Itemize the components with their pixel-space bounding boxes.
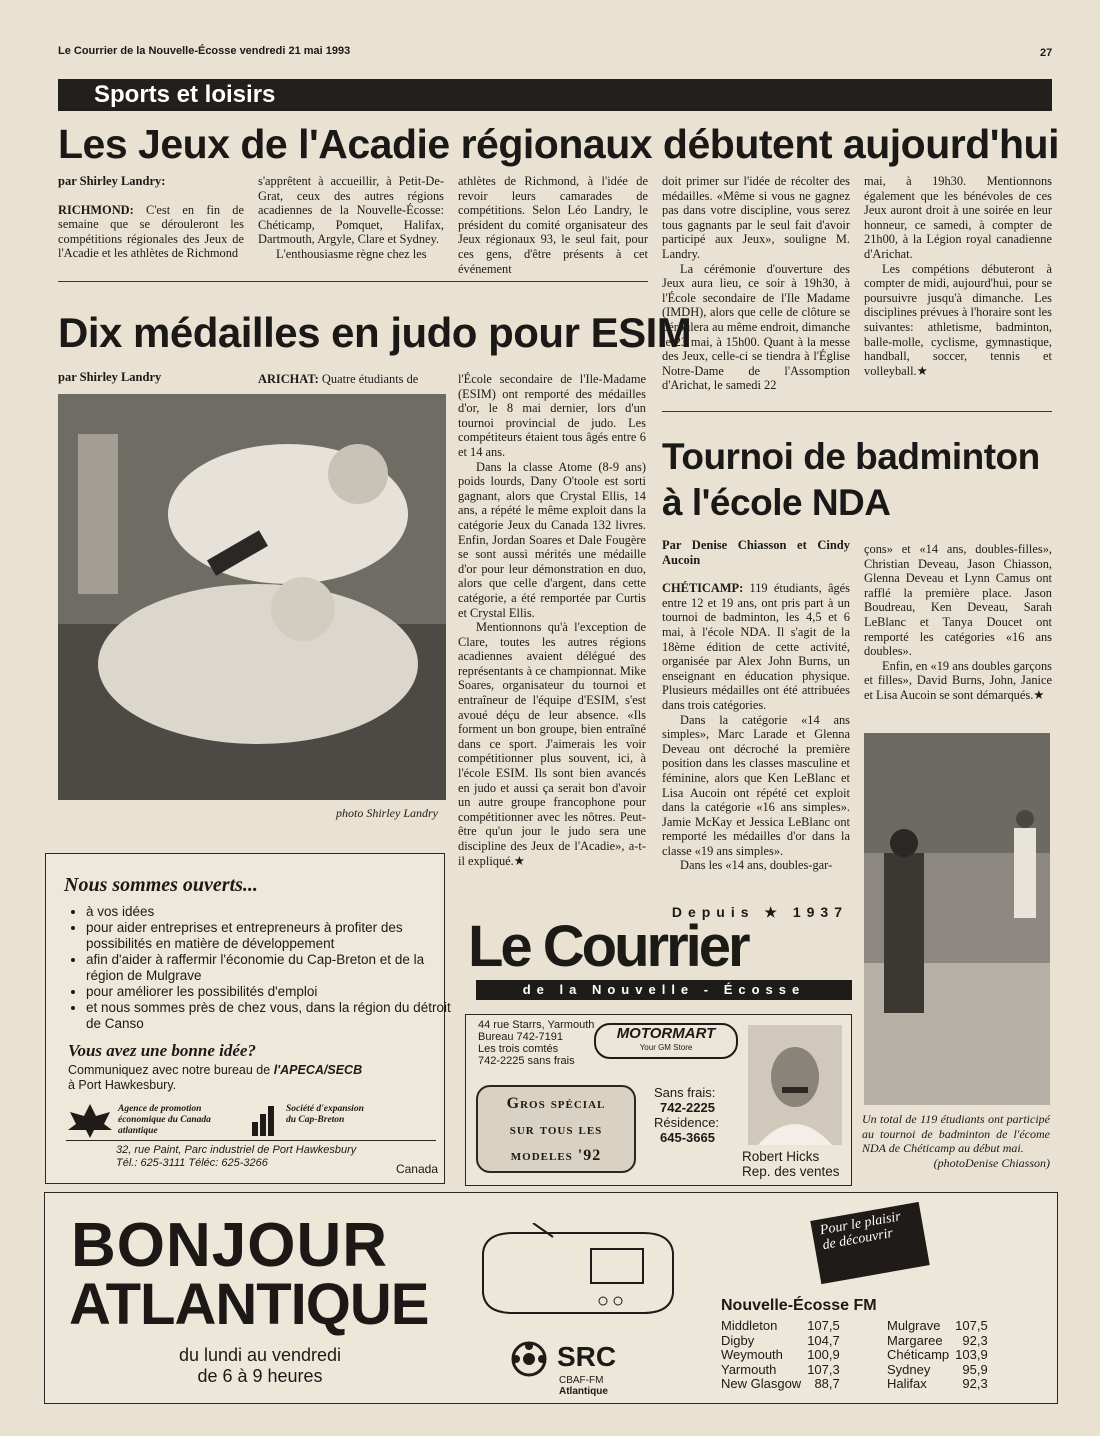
ad-motormart-promo-2: sur tous les (509, 1121, 603, 1138)
judo-lead: Quatre étudiants de (321, 372, 419, 386)
ad-motormart-tollfree-label: Sans frais: (654, 1085, 716, 1100)
ad-motormart-brand-badge (594, 1023, 738, 1059)
badminton-text-p2: Dans la catégorie «14 ans simples», Marc Larade et Glenna Deveau ont décroché la première position dans les classes masculine et féminine, alors que Ken LeBlanc et Lisa Aucoin ont répété cet exploit dans la catégorie «16 ans simples». Jamie McKay et Jessica LeBlanc ont remporté les médailles d'or dans la classe «19 ans simples». (662, 712, 850, 858)
ad-motormart-rep-name: Robert Hicks (742, 1149, 820, 1164)
station-row (721, 1319, 858, 1334)
ad-apeca-agency2: Société d'expansion du Cap-Breton (286, 1104, 364, 1125)
ad-apeca-bullet: • afin d'aider à raffermir l'économie du Cap-Breton et de la région de Mulgrave (86, 952, 458, 984)
ad-motormart-bureau: Bureau 742-7191 (478, 1031, 564, 1043)
ad-bonjour-title2: ATLANTIQUE (69, 1272, 429, 1337)
ad-bonjour-atlantique (44, 1192, 1058, 1404)
ad-motormart-promo-3: modeles '92 (510, 1147, 602, 1164)
ad-bonjour-title1: BONJOUR (71, 1211, 389, 1280)
ad-apeca-bullet: • pour améliorer les possibilités d'emploi (86, 984, 458, 1000)
jeux-text-5b: Les compétions débuteront à compter de midi, aujourd'hui, pour se poursuivre jusqu'à dimanche. Les disciplines prévues à l'horaire sont les suivantes: athletisme, badminton, balle-molle, cyclisme, gymnastique, handball, soccer, tennis et volleyball.★ (864, 261, 1052, 378)
cbc-gem-icon (511, 1341, 547, 1377)
jeux-text-2a: s'apprêtent à accueillir, à Petit-De-Grat, ceux des autres régions acadiennes de la Nouvelle-Écosse: Chéticamp, Pomquet, Halifax, Dartmouth, Argyle, Clare et Sydney. (258, 174, 444, 247)
ad-motormart-brand: MOTORMART (616, 1025, 716, 1042)
station-freq: 103,9 (955, 1347, 988, 1363)
station-city: Sydney (887, 1361, 931, 1377)
badminton-byline: Par Denise Chiasson et Cindy Aucoin (662, 538, 850, 567)
ad-apeca-bullet: • et nous sommes près de chez vous, dans la région du détroit de Canso (86, 1000, 458, 1032)
divider-badminton (662, 411, 1052, 412)
station-city: Yarmouth (721, 1361, 777, 1377)
headline-jeux: Les Jeux de l'Acadie régionaux débutent aujourd'hui (58, 121, 1059, 167)
jeux-col-2 (258, 174, 444, 262)
badminton-caption: Un total de 119 étudiants ont participé au tournoi de badminton de l'écome NDA de Chéticamp au début mai. (862, 1112, 1050, 1155)
ad-apeca-contact-text: Communiquez avec notre bureau de (68, 1063, 274, 1077)
judo-dateline: ARICHAT: (258, 372, 319, 386)
badminton-text-p5: Enfin, en «19 ans doubles garçons et filles», David Burns, John, Janice et Lisa Aucoin se sont démarqués.★ (864, 658, 1052, 702)
jeux-text-4a: doit primer sur l'idée de récolter des médailles. «Même si vous ne gagnez pas dans votre discipline, vous serez tous gagnants par le seul fait d'avoir participé aux Jeux», souligne M. Landry. (662, 174, 850, 261)
station-freq: 104,7 (807, 1332, 840, 1348)
ad-bonjour-slogan: Pour le plaisir de découvrir (810, 1202, 929, 1284)
badminton-caption-block (862, 1112, 1050, 1170)
ad-apeca-contact (68, 1063, 362, 1093)
logo-subtitle: de la Nouvelle - Écosse (476, 980, 852, 1000)
ad-apeca-title: Nous sommes ouverts... (64, 874, 258, 896)
logo-since: Depuis ★ 1937 (671, 904, 848, 920)
station-freq: 92,3 (962, 1376, 988, 1392)
badminton-photo (864, 733, 1050, 1105)
ad-motormart-tollfree: 742-2225 (660, 1100, 715, 1115)
ad-motormart-promo-1: Gros spécial (506, 1095, 606, 1112)
ad-bonjour-stations-left (721, 1319, 858, 1392)
divider-judo (58, 281, 648, 282)
jeux-text-1: C'est en fin de semaine que se dérouleront les compétitions régionales des Jeux de l'Acadie et les athlètes de Richmond (58, 202, 244, 261)
ad-bonjour-sched2: de 6 à 9 heures (197, 1366, 323, 1386)
ad-motormart-residence-label: Résidence: (654, 1115, 720, 1130)
ad-motormart-rep (742, 1149, 840, 1179)
station-row (721, 1377, 858, 1392)
jeux-text-4b: La cérémonie d'ouverture des Jeux aura lieu, ce soir à 19h30, à l'École secondaire de l'Ile Madame (IMDH), alors que celle de clôture se déroulera au même endroit, dimanche le 23 mai, à 15h00. Quant à la messe des Jeux, celle-ci se tiendra à l'Église Notre-Dame de l'Assomption d'Arichat, le samedi 22 (662, 261, 850, 393)
headline-judo: Dix médailles en judo pour ESIM (58, 309, 692, 356)
judo-photo (58, 394, 446, 800)
judo-text-p1: l'École secondaire de l'Ile-Madame (ESIM) ont remporté des médailles d'or, le 8 mai dernier, lors d'un tournoi provincial de judo. Les compétiteurs étaient tous âgés entre 6 et 14 ans. (458, 372, 646, 459)
ad-apeca-phone: Tél.: 625-3111 Téléc: 625-3266 (116, 1157, 268, 1169)
ad-motormart-promo (476, 1085, 636, 1173)
judo-byline-block (58, 370, 248, 385)
masthead-date: Le Courrier de la Nouvelle-Écosse vendredi 21 mai 1993 (58, 45, 351, 57)
jeux-col-3 (458, 174, 648, 276)
ad-apeca-contact-city: à Port Hawkesbury. (68, 1078, 177, 1092)
page-number: 27 (1040, 47, 1053, 59)
station-city: Middleton (721, 1318, 778, 1333)
ad-apeca-bullet: • à vos idées (86, 904, 458, 920)
section-banner (58, 79, 1052, 111)
logo-le-courrier (468, 900, 852, 1006)
station-city: Halifax (887, 1376, 927, 1392)
ad-bonjour-sched1: du lundi au vendredi (178, 1345, 342, 1365)
jeux-text-5a: mai, à 19h30. Mentionnons également que les bénévoles de ces Jeux auront droit à une soirée en leur honneur, ce samedi, à compter de 21h00, à la Légion royal canadienne d'Arichat. (864, 174, 1052, 261)
ad-apeca-canada: Canada (395, 1162, 438, 1176)
badminton-text-p4: çons» et «14 ans, doubles-filles», Christian Deveau, Jason Chiasson, Glenna Deveau et Lynn Camus ont rafflé la première place. Jason Boudreau, Ken Deveau, Sarah LeBlanc et Tanya Doucet ont remporté les catégories «16 ans doubles». (864, 542, 1052, 659)
jeux-col-1 (58, 174, 244, 261)
ad-apeca-list (64, 904, 458, 1032)
station-row (887, 1363, 1006, 1378)
judo-lead-block (258, 372, 448, 387)
ad-bonjour-src-sub2: Atlantique (559, 1386, 608, 1397)
ad-bonjour-stations-right (887, 1319, 1006, 1392)
headline-badminton-line1: Tournoi de badminton (662, 436, 1040, 477)
ad-motormart-comtes: Les trois comtés (478, 1043, 559, 1055)
logo-name: Le Courrier (468, 914, 748, 979)
station-city: Digby (721, 1332, 755, 1348)
headline-badminton (662, 434, 1054, 526)
station-city: Margaree (887, 1332, 943, 1348)
ad-apeca-contact-org: l'APECA/SECB (273, 1063, 363, 1077)
jeux-text-3: athlètes de Richmond, à l'idée de revoir leurs camarades de compétitions. Selon Léo Landry, le président du comité organisateur des Jeux régionaux 93, le seul fait, pour ces gens, d'être présents à cet événement (458, 174, 648, 276)
badminton-dateline: CHÉTICAMP: (662, 581, 744, 596)
ad-motormart-residence: 645-3665 (660, 1130, 715, 1145)
rep-portrait (748, 1025, 842, 1145)
station-freq: 107,5 (807, 1318, 840, 1333)
ad-apeca-bullet: • pour aider entreprises et entrepreneurs à profiter des possibilités en matière de développement (86, 920, 458, 952)
judo-text-p2: Dans la classe Atome (8-9 ans) poids lourds, Dany O'toole est sorti gagnant, alors que Crystal Ellis, 14 ans, a répété le même exploit dans la catégorie Jeux du Canada 132 livres. Enfin, Jordan Soares et Dale Fougère se sont aussi mérités une médaille d'or pour leur démonstration en duo, alors que celle d'argent, dans cette catégorie, a été remportée par Curtis et Crystal Ellis. (458, 459, 646, 620)
judo-photo-illustration (58, 394, 446, 800)
ad-motormart-comtes-phone: 742-2225 sans frais (478, 1055, 575, 1067)
judo-text-p3: Mentionnons qu'à l'exception de Clare, toutes les autres régions acadiennes avaient délégué des représentants à ce championnat. Mike Soares, organisateur du tournoi et entraîneur de l'équipe d'ESIM, s'est avoué déçu de leur absence. «Ils forment un bon groupe, bien entraîné dans ce sport. J'aimerais les voir compétitionner plus souvent, ici, à l'école ESIM. Ils sont bien avancés en judo et aussi ça serait bon d'avoir un autre groupe francophone pour compétitionner avec les nôtres. Peut-être qu'un jour le judo sera une discipline des Jeux de l'Acadie», a-t-il expliqué.★ (458, 620, 646, 868)
badminton-photo-illustration (864, 733, 1050, 1105)
station-row (887, 1334, 1006, 1349)
station-row (721, 1363, 858, 1378)
ad-apeca-address-block (116, 1144, 356, 1170)
station-city: New Glasgow (721, 1376, 802, 1392)
judo-byline: par Shirley Landry (58, 370, 162, 384)
ad-motormart-address-block (478, 1019, 594, 1067)
badminton-col-1 (662, 538, 850, 873)
station-row (887, 1377, 1006, 1392)
ad-apeca (45, 853, 451, 1184)
ad-motormart-rep-title: Rep. des ventes (742, 1164, 840, 1179)
station-freq: 95,9 (962, 1361, 988, 1377)
ad-motormart-address: 44 rue Starrs, Yarmouth (478, 1019, 595, 1031)
badminton-text-p1: 119 étudiants, âgés entre 12 et 19 ans, ont pris part à un tournoi de badminton, les 4,5 et 6 mai, à l'école NDA. Il s'agit de la 18ème édition de cette activité, organisée par Alex John Burns, un enseignant en éducation physique. Plusieurs médailles ont été attribuées dans trois catégories. (662, 581, 850, 712)
badminton-photo-credit: (photoDenise Chiasson) (933, 1155, 1050, 1170)
jeux-byline: par Shirley Landry: (58, 174, 166, 188)
station-freq: 107,3 (807, 1361, 840, 1377)
judo-col-3 (458, 372, 646, 868)
station-city: Chéticamp (887, 1347, 950, 1363)
badminton-col-2 (864, 542, 1052, 703)
judo-photo-credit: photo Shirley Landry (336, 806, 438, 820)
jeux-dateline: RICHMOND: (58, 202, 134, 217)
ad-bonjour-schedule (85, 1345, 435, 1387)
ad-apeca-address: 32, rue Paint, Parc industriel de Port Hawkesbury (116, 1144, 357, 1156)
jeux-col-4 (662, 174, 850, 393)
station-freq: 92,3 (962, 1332, 988, 1348)
maple-leaf-icon (66, 1102, 114, 1138)
station-city: Weymouth (721, 1347, 783, 1363)
radio-icon (473, 1223, 683, 1323)
ad-motormart-brand-sub: Your GM Store (639, 1043, 693, 1052)
ad-bonjour-src-sub (559, 1375, 608, 1397)
station-row (721, 1348, 858, 1363)
ad-apeca-subtitle: Vous avez une bonne idée? (68, 1041, 256, 1060)
ad-bonjour-src: SRC (557, 1341, 617, 1372)
jeux-text-2b: L'enthousiasme règne chez les (276, 246, 427, 261)
section-label: Sports et loisirs (94, 81, 276, 108)
ad-apeca-agency1: Agence de promotion économique du Canada atlantique (118, 1104, 211, 1136)
ad-apeca-divider (66, 1140, 436, 1141)
ad-bonjour-fm-title: Nouvelle-Écosse FM (721, 1297, 877, 1314)
station-freq: 107,5 (955, 1318, 988, 1333)
headline-badminton-line2: à l'école NDA (662, 482, 891, 523)
ad-bonjour-src-sub1: CBAF-FM (559, 1375, 604, 1386)
station-row (887, 1319, 1006, 1334)
ad-motormart (465, 1014, 852, 1186)
ad-motormart-phones (654, 1085, 719, 1145)
cape-breton-logo-icon (248, 1104, 278, 1138)
jeux-col-5 (864, 174, 1052, 378)
station-city: Mulgrave (887, 1318, 941, 1333)
badminton-text-p3: Dans les «14 ans, doubles-gar- (680, 858, 833, 873)
station-row (721, 1334, 858, 1349)
station-freq: 88,7 (814, 1376, 840, 1392)
station-freq: 100,9 (807, 1347, 840, 1363)
station-row (887, 1348, 1006, 1363)
